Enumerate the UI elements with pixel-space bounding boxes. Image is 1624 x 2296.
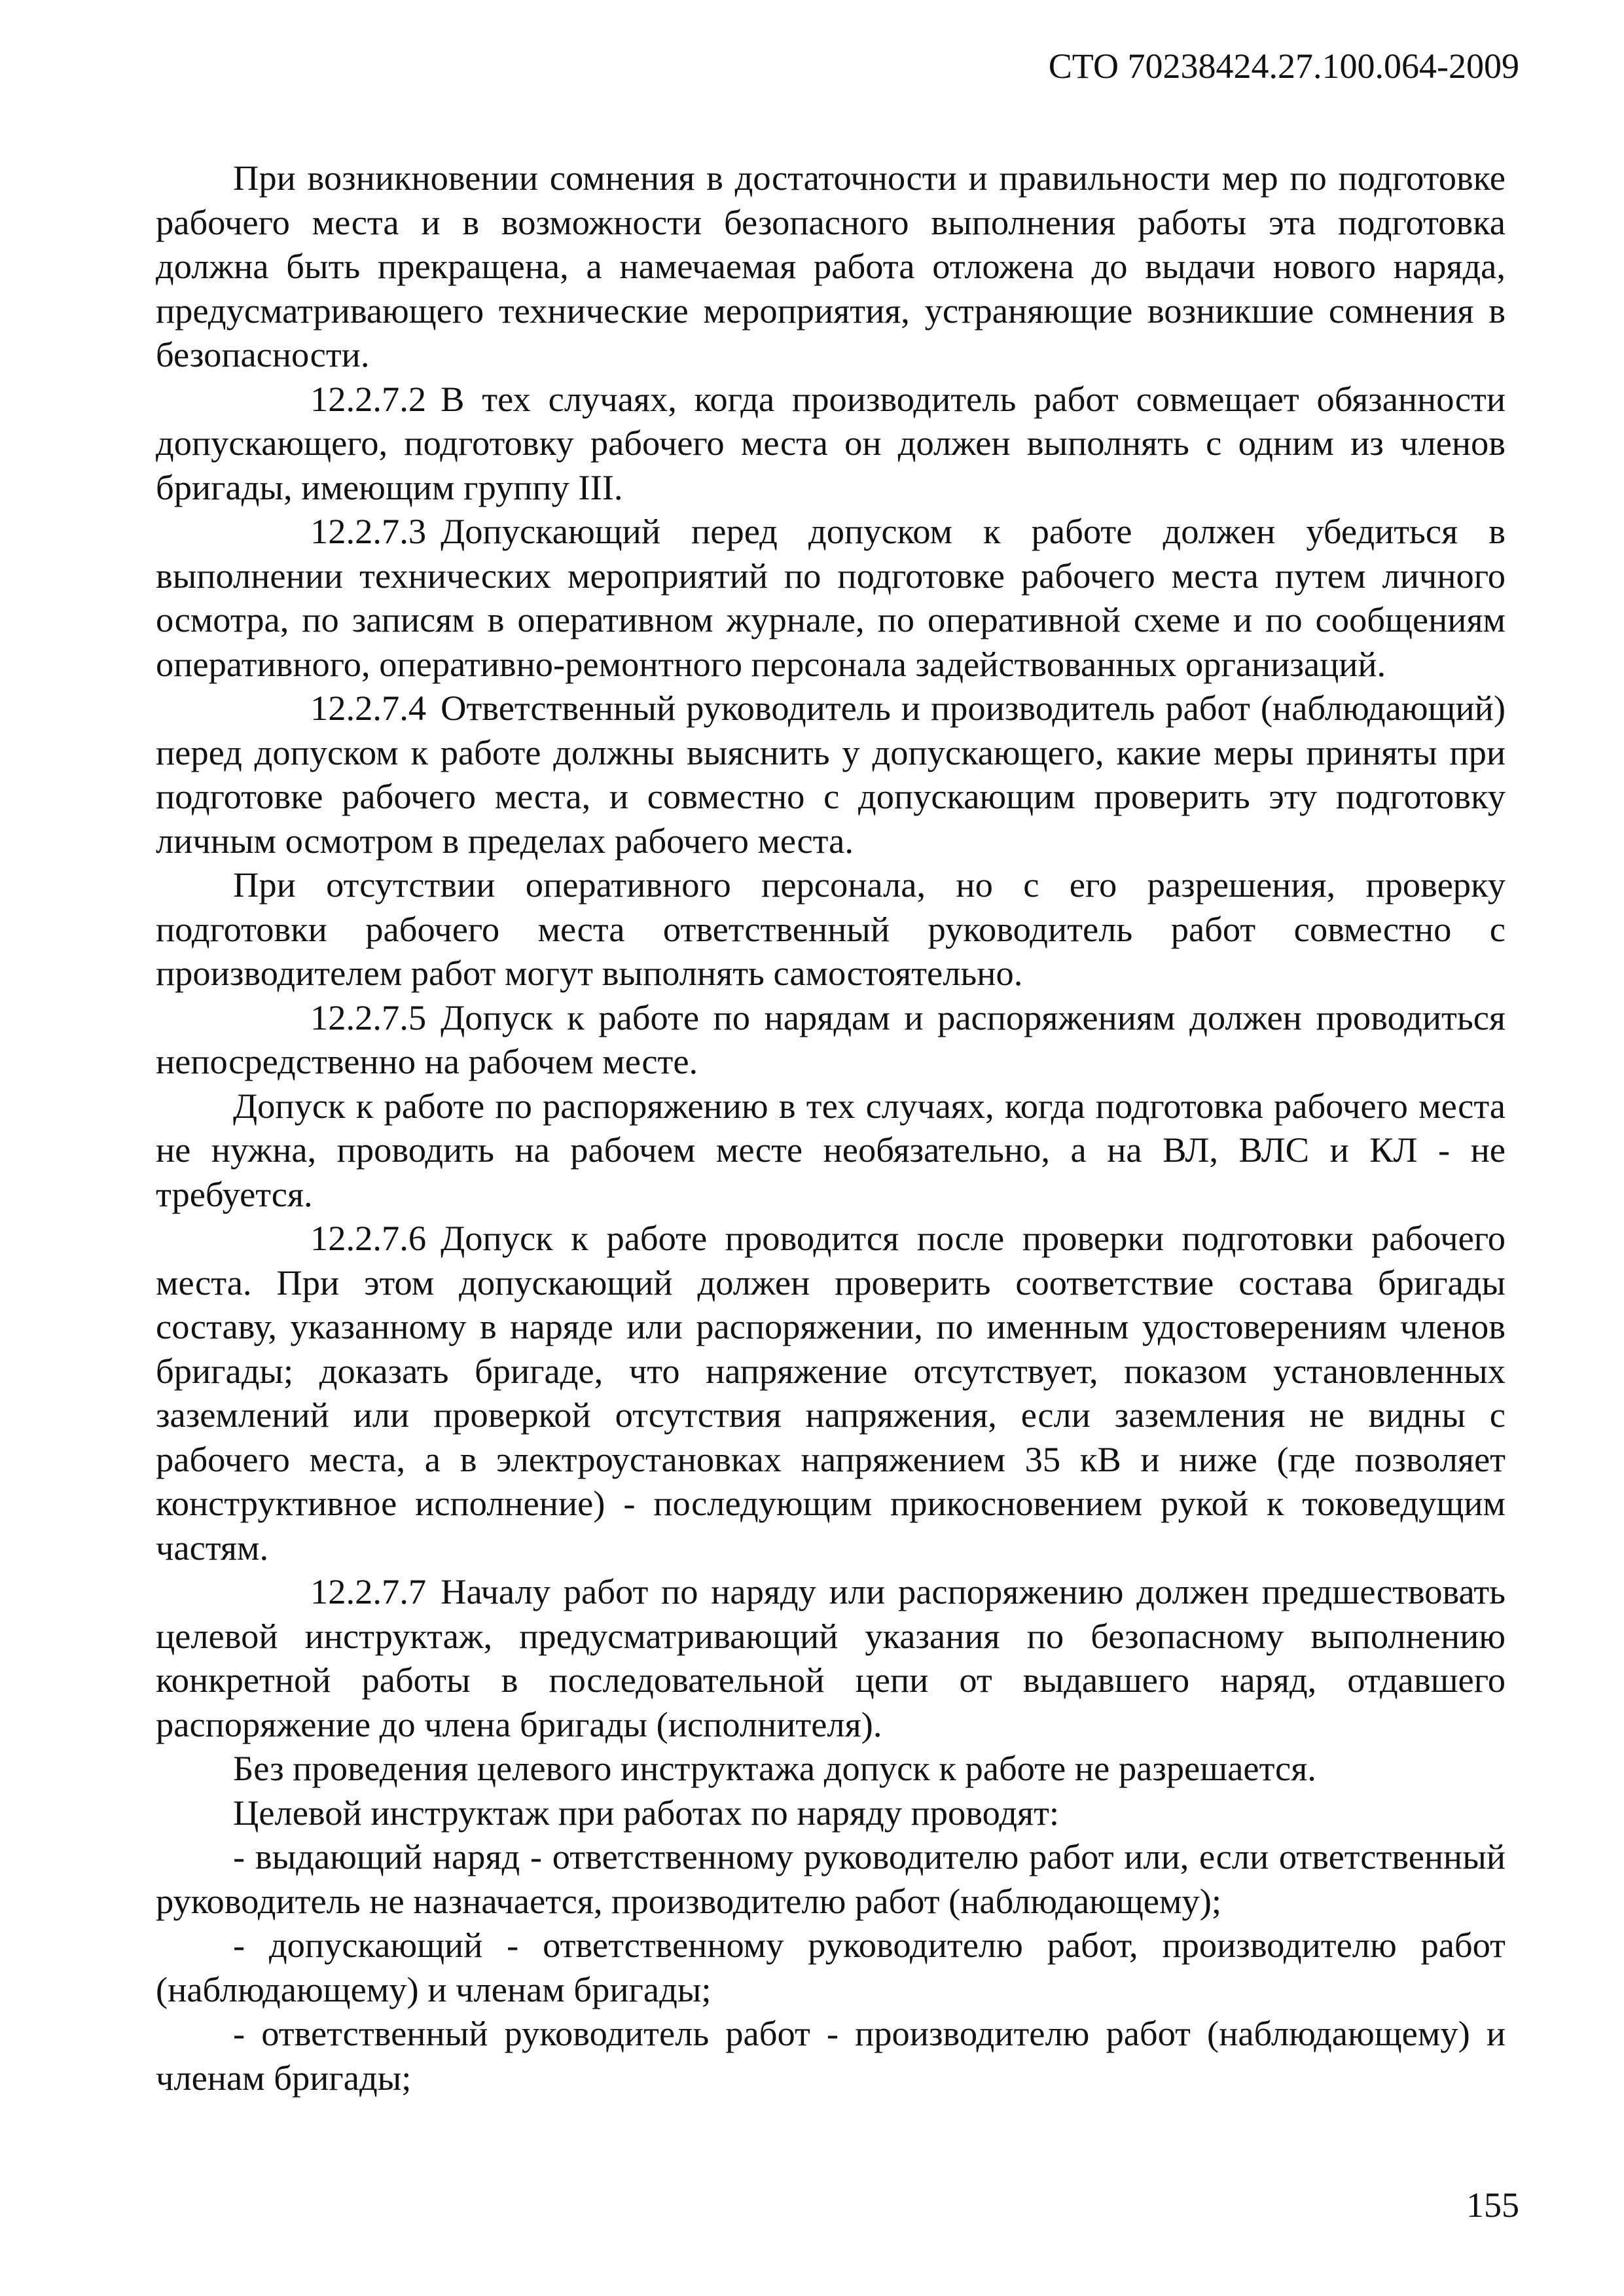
paragraph — [156, 1570, 1506, 1746]
paragraph-text: Без проведения целевого инструктажа допуск к работе не разрешается. — [233, 1748, 1316, 1788]
paragraph-text: Ответственный руководитель и производитель работ (наблюдающий) перед допуском к работе должны выяснить у допускающего, какие меры приняты при подготовке рабочего места, и совместно с допускающим проверить эту подготовку личным осмотром в пределах рабочего места. — [156, 688, 1506, 861]
paragraph-text: Допуск к работе проводится после проверки подготовки рабочего места. При этом допускающий должен проверить соответствие состава бригады составу, указанному в наряде или распоряжении, по именным удостоверениям членов бригады; доказать бригаде, что напряжение отсутствует, показом установленных заземлений или проверкой отсутствия напряжения, если заземления не видны с рабочего места, а в электроустановках напряжением 35 кВ и ниже (где позволяет конструктивное исполнение) - последующим прикосновением рукой к токоведущим частям. — [156, 1218, 1506, 1568]
paragraph — [156, 1746, 1506, 1791]
clause-number: 12.2.7.7 — [310, 1571, 427, 1611]
paragraph-text: Началу работ по наряду или распоряжению должен предшествовать целевой инструктаж, предусматривающий указания по безопасному выполнению конкретной работы в последовательной цепи от выдавшего наряд, отдавшего распоряжение до члена бригады (исполнителя). — [156, 1571, 1506, 1744]
paragraph — [156, 1084, 1506, 1217]
clause-number: 12.2.7.5 — [310, 997, 427, 1037]
document-code: СТО 70238424.27.100.064-2009 — [1048, 46, 1519, 86]
list-item-text: - выдающий наряд - ответственному руководителю работ или, если ответственный руководитель не назначается, производителю работ (наблюдающему); — [156, 1837, 1506, 1921]
paragraph — [156, 1216, 1506, 1570]
paragraph — [156, 156, 1506, 377]
body-text — [156, 156, 1506, 2100]
page-number: 155 — [1466, 2185, 1519, 2225]
paragraph — [156, 377, 1506, 510]
paragraph-text: Целевой инструктаж при работах по наряду проводят: — [233, 1792, 1060, 1833]
list-item-text: - ответственный руководитель работ - производителю работ (наблюдающему) и членам бригады; — [156, 2013, 1506, 2098]
list-item-text: - допускающий - ответственному руководителю работ, производителю работ (наблюдающему) и членам бригады; — [156, 1925, 1506, 2009]
clause-number: 12.2.7.2 — [310, 378, 427, 419]
paragraph — [156, 686, 1506, 863]
paragraph — [156, 863, 1506, 996]
paragraph-text: При отсутствии оперативного персонала, но с его разрешения, проверку подготовки рабочего места ответственный руководитель работ совместно с производителем работ могут выполнять самостоятельно. — [156, 865, 1506, 993]
paragraph — [156, 996, 1506, 1084]
list-item — [156, 2011, 1506, 2100]
paragraph-text: При возникновении сомнения в достаточности и правильности мер по подготовке рабочего места и в возможности безопасного выполнения работы эта подготовка должна быть прекращена, а намечаемая работа отложена до выдачи нового наряда, предусматривающего технические мероприятия, устраняющие возникшие сомнения в безопасности. — [156, 158, 1506, 374]
list-item — [156, 1923, 1506, 2011]
clause-number: 12.2.7.6 — [310, 1218, 427, 1258]
paragraph-text: Допуск к работе по распоряжению в тех случаях, когда подготовка рабочего места не нужна, проводить на рабочем месте необязательно, а на ВЛ, ВЛС и КЛ - не требуется. — [156, 1085, 1506, 1214]
paragraph-text: Допуск к работе по нарядам и распоряжениям должен проводиться непосредственно на рабочем месте. — [156, 997, 1506, 1081]
paragraph-text: В тех случаях, когда производитель работ совмещает обязанности допускающего, подготовку рабочего места он должен выполнять с одним из членов бригады, имеющим группу III. — [156, 378, 1506, 507]
paragraph — [156, 1791, 1506, 1835]
list-item — [156, 1835, 1506, 1923]
paragraph-text: Допускающий перед допуском к работе должен убедиться в выполнении технических мероприятий по подготовке рабочего места путем личного осмотра, по записям в оперативном журнале, по оперативной схеме и по сообщениям оперативного, оперативно-ремонтного персонала задействованных организаций. — [156, 511, 1506, 684]
clause-number: 12.2.7.3 — [310, 511, 427, 551]
clause-number: 12.2.7.4 — [310, 688, 427, 728]
paragraph — [156, 509, 1506, 686]
